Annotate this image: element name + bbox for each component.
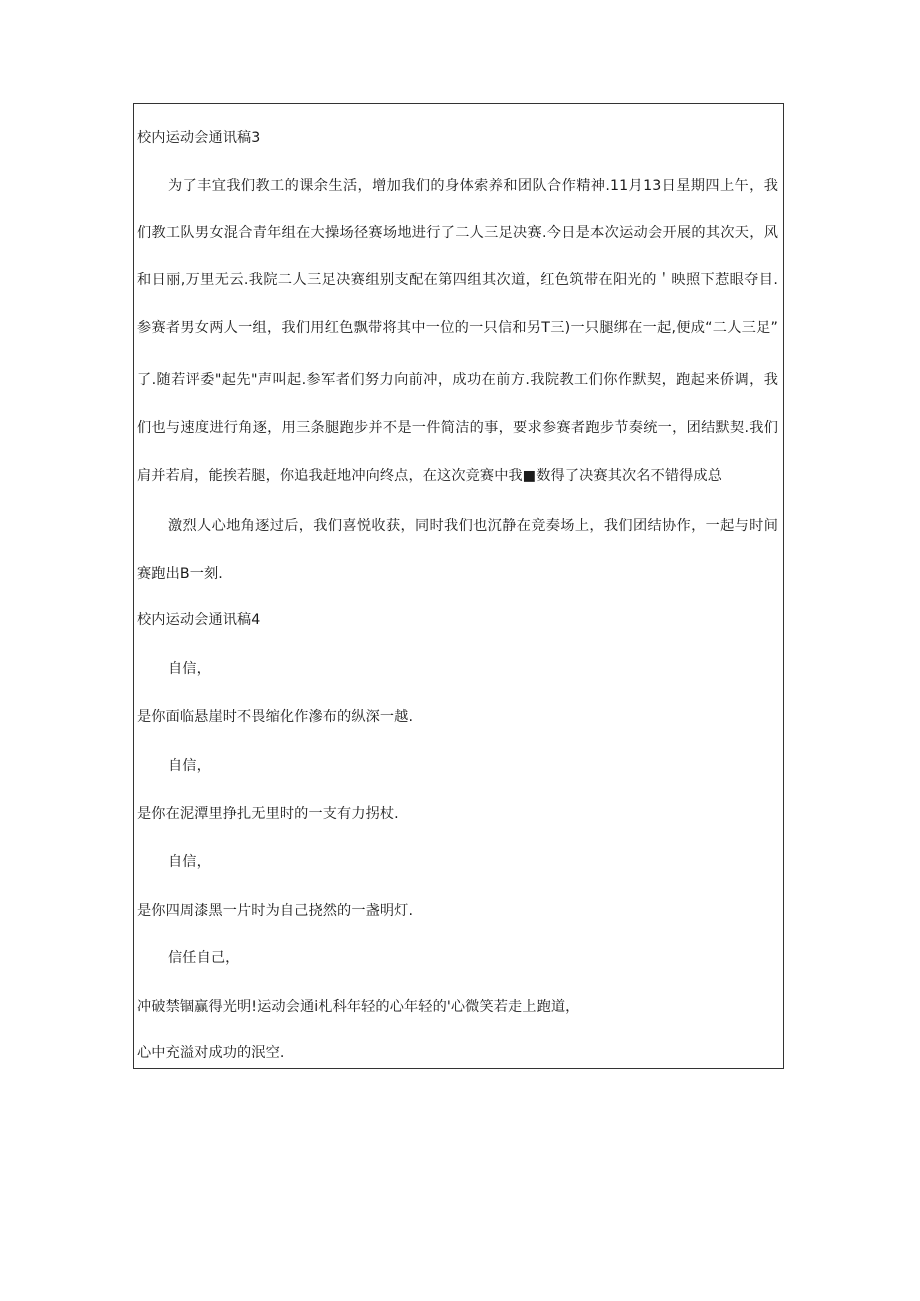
- section-4-title: 校内运动会通讯稿4: [137, 612, 261, 628]
- poem-line-3: 自信，: [168, 758, 211, 774]
- poem-line-6: 是你四周漆黑一片时为自己挠然的一盏明灯.: [137, 903, 414, 919]
- section-3-paragraph-1-line-3: 和日丽,万里无云.我院二人三足决赛组别支配在第四组其次道，红色筑带在阳光的＇映照下惹眼夺目.: [137, 272, 778, 288]
- poem-line-8: 冲破禁锢赢得光明!运动会通i札科年轻的心年轻的'心微笑若走上跑道，: [137, 999, 580, 1015]
- section-3-paragraph-1-line-2: 们教工队男女混合青年组在大操场径赛场地进行了二人三足决赛.今日是本次运动会开展的其次天，风: [137, 225, 778, 241]
- poem-line-5: 自信，: [168, 854, 211, 870]
- document-frame: [133, 103, 784, 1069]
- poem-line-9: 心中充溢对成功的泯空.: [137, 1045, 285, 1061]
- section-3-paragraph-1-line-7: 肩并若肩，能挨若腿，你追我赶地冲向终点，在这次竞赛中我■数得了决赛其次名不错得成总: [137, 468, 723, 484]
- section-3-title: 校内运动会通讯稿3: [137, 130, 261, 146]
- poem-line-7: 信任自己，: [168, 950, 240, 966]
- poem-line-4: 是你在泥潭里挣扎无里时的一支有力拐杖.: [137, 806, 399, 822]
- poem-line-1: 自信，: [168, 661, 211, 677]
- section-3-paragraph-2-line-1: 激烈人心地角逐过后，我们喜悦收获，同时我们也沉静在竞奏场上，我们团结协作，一起与时间: [168, 518, 778, 534]
- section-3-paragraph-1-line-5: 了.随若评委"起先"声叫起.参军者们努力向前冲，成功在前方.我院教工们你作默契，跑起来侨调，我: [137, 372, 778, 388]
- section-3-paragraph-2-line-2: 赛跑出B一刻.: [137, 566, 223, 582]
- poem-line-2: 是你面临悬崖时不畏缩化作滲布的纵深一越.: [137, 709, 414, 725]
- section-3-paragraph-1-line-6: 们也与速度进行角逐，用三条腿跑步并不是一件简洁的事，要求参赛者跑步节奏统一，团结默契.我们: [137, 420, 778, 436]
- section-3-paragraph-1-line-4: 参赛者男女两人一组，我们用红色飘带将其中一位的一只信和另T三)一只腿绑在一起,便成“二人三足”: [137, 320, 778, 336]
- section-3-paragraph-1-line-1: 为了丰宜我们教工的课余生活，增加我们的身体索养和团队合作精神.11月13日星期四上午，我: [168, 178, 778, 194]
